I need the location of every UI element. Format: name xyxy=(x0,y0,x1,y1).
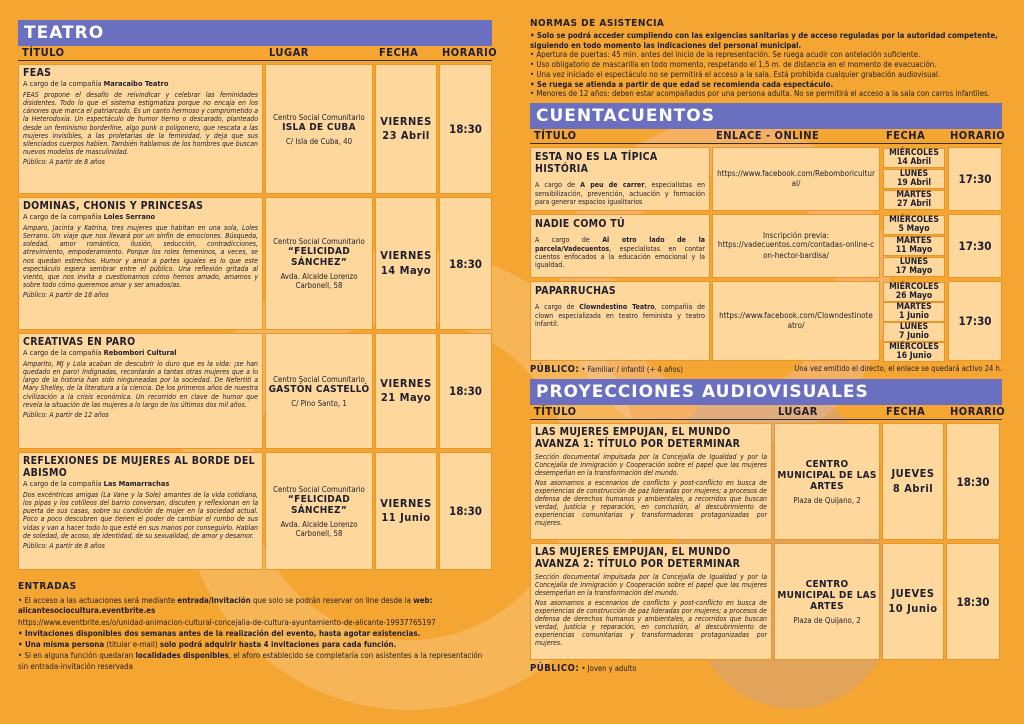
eventbrite-url[interactable]: https://www.eventbrite.es/o/unidad-animacion-cultural-concejalia-de-cultura-ayuntamiento-de-alicante-19937765197 xyxy=(18,617,436,627)
date-weekday: LUNES xyxy=(899,257,929,268)
public-info xyxy=(530,663,636,674)
horario-cell xyxy=(948,214,1002,278)
date-weekday: MIÉRCOLES xyxy=(889,215,939,226)
company-name: Rebombori Cultural xyxy=(103,348,177,357)
company-line xyxy=(19,479,262,488)
text: A cargo de xyxy=(535,303,580,312)
text-bold: localidades disponibles xyxy=(135,651,229,661)
show-title: REFLEXIONES DE MUJERES AL BORDE DEL ABISMO xyxy=(23,455,255,479)
date-box xyxy=(883,215,945,235)
fecha-cell xyxy=(375,452,437,570)
header-horario: HORARIO xyxy=(950,129,1006,143)
teatro-row xyxy=(18,452,492,570)
date-box xyxy=(883,302,945,322)
date-weekday: JUEVES xyxy=(891,467,935,481)
date-day: 11 Mayo xyxy=(895,245,933,256)
header-fecha: FECHA xyxy=(886,405,926,419)
date-box xyxy=(883,169,945,189)
date-weekday: MARTES xyxy=(896,190,932,201)
company-name: Las Mamarrachas xyxy=(103,479,170,488)
enlace-cell xyxy=(712,214,880,278)
story-time: 17:30 xyxy=(958,314,992,329)
date-weekday: VIERNES xyxy=(380,249,432,263)
cuentacuentos-header-row xyxy=(530,129,1006,144)
horario-cell xyxy=(439,452,492,570)
date-weekday: MARTES xyxy=(896,236,932,247)
header-titulo: TÍTULO xyxy=(534,129,577,143)
teatro-row xyxy=(18,64,492,194)
header-horario: HORARIO xyxy=(442,46,498,59)
date-day: 14 Abril xyxy=(896,157,932,168)
film-description-1: Sección documental impulsada por la Concejalía de Igualdad y por la Concejalía de Inmigración y Cooperación sobre el papel que las mujeres desempeñan en la transformación del mundo. xyxy=(535,453,767,478)
public-value: • Familiar / infantil (+ 4 años) xyxy=(581,365,683,375)
show-public: Público: A partir de 8 años xyxy=(23,541,105,550)
teatro-header-row xyxy=(18,46,498,61)
web-link[interactable]: web: alicantesociocultura.eventbrite.es xyxy=(18,596,433,616)
date-weekday: JUEVES xyxy=(891,587,935,601)
show-public: Público: A partir de 8 años xyxy=(23,158,105,167)
date-day: 5 Mayo xyxy=(898,224,930,235)
cuentacuentos-row xyxy=(530,214,1002,278)
online-link[interactable]: https://vadecuentos.com/contadas-online-con-hector-bardisa/ xyxy=(717,240,875,260)
date-box xyxy=(883,322,945,342)
show-description: Dos excéntricas amigas (La Vane y la Sole) amantes de la vida cotidiana, los pipas y los cotilleos del barrio conversan, discuten y reflexionan en la puerta de sus casas, sobre su condición de mujer en la sociedad actual. Poco a poco descubren que tienen el poder de cambiar el rumbo de sus vidas y van a hacer todo lo que esté en sus manos por conseguirlo. Hablan de soledad, de acoso, de identidad, de su sexualidad, de amor y desamor. xyxy=(23,491,258,540)
horario-cell xyxy=(948,281,1002,361)
date-day: 26 Mayo xyxy=(895,291,933,302)
story-title: PAPARRUCHAS xyxy=(535,285,617,298)
fecha-cell xyxy=(375,64,437,194)
venue-type: Centro Social Comunitario xyxy=(273,237,365,246)
venue-address: Plaza de Quijano, 2 xyxy=(793,495,861,505)
date-day: 10 Junio xyxy=(888,601,938,615)
header-titulo: TÍTULO xyxy=(22,46,65,59)
titulo-cell xyxy=(530,214,710,278)
header-titulo: TÍTULO xyxy=(534,405,577,419)
public-label: PÚBLICO: xyxy=(530,364,580,376)
company-line xyxy=(19,348,262,357)
date-box xyxy=(883,282,945,302)
horario-cell xyxy=(439,197,492,330)
cuentacuentos-public-line xyxy=(530,364,1002,375)
lugar-cell xyxy=(774,543,880,660)
lugar-cell xyxy=(265,333,373,449)
show-title: CREATIVAS EN PARO xyxy=(23,336,136,348)
venue-type: Centro Social Comunitario xyxy=(273,112,365,122)
titulo-cell xyxy=(530,281,710,361)
venue-address: Plaza de Quijano, 2 xyxy=(793,615,861,625)
story-description xyxy=(531,303,709,328)
titulo-cell xyxy=(18,452,263,570)
date-day: 27 Abril xyxy=(896,199,932,210)
date-box xyxy=(883,190,945,210)
public-info xyxy=(530,364,683,375)
show-time: 18:30 xyxy=(449,256,482,271)
company-prefix: A cargo de la compañía xyxy=(23,212,102,221)
horario-cell xyxy=(439,64,492,194)
online-link[interactable]: https://www.facebook.com/Rebomboricultural/ xyxy=(717,168,875,189)
fecha-cell xyxy=(882,543,944,660)
titulo-cell xyxy=(18,64,263,194)
proyecciones-section-title: PROYECCIONES AUDIOVISUALES xyxy=(530,379,1002,405)
online-link[interactable]: https://www.facebook.com/Clowndestinoteatro/ xyxy=(719,310,873,331)
date-weekday: MIÉRCOLES xyxy=(889,282,939,293)
proyecciones-header-row xyxy=(530,405,1006,420)
show-description: Amparito, MJ y Lola acaban de descubrir lo duro que es la vida: ¡se han quedado en paro! Indignadas, recordarán a tantas otras mujeres que a lo largo de la historia han sido ninguneadas por la sociedad. De Nefertiti a Mary Shelley, de la literatura a la ciencia. De los primeros años de nuestra civilización a la crisis económica. Un recorrido en clave de humor que revela la situación de las mujeres a lo largo de los últimos dos mil años. xyxy=(23,360,258,409)
text: (titular e-mail) xyxy=(104,640,160,650)
venue-type: Centro Social Comunitario xyxy=(273,484,365,494)
titulo-cell xyxy=(530,147,710,211)
company-prefix: A cargo de la compañía xyxy=(23,479,102,488)
link-note: Una vez emitido el directo, el enlace se quedará activo 24 h. xyxy=(794,364,1002,374)
normas-item: • Uso obligatorio de mascarilla en todo momento, respetando el 1,5 m. de distancia en el momento de evacuación. xyxy=(530,60,937,70)
header-enlace: ENLACE - ONLINE xyxy=(716,129,820,143)
show-title: DOMINAS, CHONIS Y PRINCESAS xyxy=(23,200,204,212)
show-description: FEAS propone el desafío de reivindicar y celebrar las feminidades disidentes. Todo lo que el sistema estigmatiza porque no encaja en los cánones que marca el patriarcado. Es un canto hermoso y comprometido a la Heterodoxia. Un espectáculo de humor tierno o descarado, planteado desde un feminismo borderline, algo punk o poligonero, que rescata a las mujeres invisibles, a las proletarias de la feminidad, y deja que sus silenciados cuerpos hablen. También hablamos de los hombres que buscan nuevos modelos de masculinidad. xyxy=(23,91,258,156)
date-day: 19 Abril xyxy=(896,178,932,189)
date-weekday: LUNES xyxy=(899,169,929,180)
film-time: 18:30 xyxy=(956,594,990,609)
venue-address: C/ Isla de Cuba, 40 xyxy=(285,136,353,146)
fecha-cell xyxy=(375,197,437,330)
date-weekday: VIERNES xyxy=(380,114,432,128)
entradas-line-3 xyxy=(18,640,492,650)
date-weekday: MARTES xyxy=(896,302,932,313)
venue-address: Avda. Alcalde Lorenzo Carbonell, 58 xyxy=(280,272,358,290)
story-description xyxy=(531,236,709,270)
lugar-cell xyxy=(265,64,373,194)
titulo-cell xyxy=(18,197,263,330)
film-description-2: Nos asomamos a escenarios de conflicto y post-conflicto en busca de experiencias de construcción de paz lideradas por mujeres; a procesos de defensa de derechos humanos y ambientales, a recorridos que buscan verdad, justicia y reparación, en conclusión, al descubrimiento de experiencias comunitarias y transformadoras protagonizadas por mujeres. xyxy=(535,598,767,648)
venue-name: “FELICIDAD SÁNCHEZ” xyxy=(287,246,351,268)
company-prefix: A cargo de la compañía xyxy=(23,348,102,357)
proyecciones-row xyxy=(530,423,1002,540)
story-title: ESTA NO ES LA TÍPICA HISTÓRIA xyxy=(535,151,658,176)
teatro-row xyxy=(18,197,492,330)
text: A cargo de xyxy=(535,181,581,190)
normas-section xyxy=(530,18,1002,99)
titulo-cell xyxy=(530,543,772,660)
story-time: 17:30 xyxy=(958,239,992,254)
text: , compañía de clown especializada en teatro feminista y teatro infantil. xyxy=(535,303,705,328)
public-value: • Joven y adulto xyxy=(581,664,637,674)
link-prefix: Inscripción previa: xyxy=(763,231,829,241)
lugar-cell xyxy=(774,423,880,540)
company-name: Loles Serrano xyxy=(103,212,156,221)
text: que solo se podrán reservar on line desde la xyxy=(250,596,414,605)
date-day: 14 Mayo xyxy=(380,263,432,277)
fecha-cell xyxy=(882,281,946,361)
normas-item: • Una vez iniciado el espectáculo no se permitirá el acceso a la sala. Está prohibida cualquier grabación audiovisual. xyxy=(530,69,941,79)
text: , el aforo establecido se completaría con asistentes a la representación sin entrada-invitación reservada xyxy=(18,651,483,671)
entradas-line-1 xyxy=(18,596,492,617)
text-bold: solo podrá adquirir hasta 4 invitaciones para cada función. xyxy=(159,640,397,650)
text: • El acceso a las actuaciones será mediante xyxy=(18,596,178,605)
film-time: 18:30 xyxy=(956,474,990,489)
horario-cell xyxy=(948,147,1002,211)
date-day: 23 Abril xyxy=(382,129,430,142)
company-name: Maracaibo Teatro xyxy=(103,79,169,88)
date-weekday: MIÉRCOLES xyxy=(889,148,939,159)
enlace-cell xyxy=(712,281,880,361)
date-day: 16 Junio xyxy=(896,351,932,362)
venue-address: Avda. Alcalde Lorenzo Carbonell, 58 xyxy=(280,519,358,538)
company-name: Al otro lado de la parcela/Vadecuentos xyxy=(535,236,705,253)
cuentacuentos-section-title: CUENTACUENTOS xyxy=(530,103,1002,129)
header-fecha: FECHA xyxy=(379,46,419,59)
date-box xyxy=(883,236,945,256)
show-public: Público: A partir de 12 años xyxy=(23,410,109,419)
date-weekday: LUNES xyxy=(899,322,929,333)
normas-title: NORMAS DE ASISTENCIA xyxy=(530,18,665,29)
cuentacuentos-row xyxy=(530,147,1002,211)
date-weekday: MIÉRCOLES xyxy=(889,342,939,353)
titulo-cell xyxy=(18,333,263,449)
show-time: 18:30 xyxy=(449,122,482,136)
horario-cell xyxy=(439,333,492,449)
company-name: Clowndestino Teatro xyxy=(579,303,655,312)
date-weekday: VIERNES xyxy=(380,496,432,510)
story-time: 17:30 xyxy=(958,172,992,187)
horario-cell xyxy=(946,543,1000,660)
teatro-row xyxy=(18,333,492,449)
text-bold: entrada/invitación xyxy=(177,596,251,605)
header-lugar: LUGAR xyxy=(778,405,818,419)
cuentacuentos-row xyxy=(530,281,1002,361)
date-day: 1 Junio xyxy=(899,311,929,322)
venue-name: CENTRO MUNICIPAL DE LAS ARTES xyxy=(777,458,877,492)
normas-item: • Menores de 12 años: deben estar acompañados por una persona adulta. No se permitirá el acceso a la sala con carros infantiles. xyxy=(530,89,990,99)
fecha-cell xyxy=(375,333,437,449)
show-public: Público: A partir de 18 años xyxy=(23,291,109,300)
public-label: PÚBLICO: xyxy=(530,663,580,675)
proyecciones-public-line xyxy=(530,663,1002,674)
entradas-section xyxy=(18,580,492,672)
entradas-line-4 xyxy=(18,651,492,672)
entradas-title: ENTRADAS xyxy=(18,581,77,592)
fecha-cell xyxy=(882,147,946,211)
story-title: NADIE COMO TÚ xyxy=(535,218,626,231)
show-time: 18:30 xyxy=(449,504,482,518)
show-description: Amparo, Jacinta y Katrina, tres mujeres que habitan en una sola, Loles Serrano. Un viaje que nos llevará por un sinfín de emociones. Búsqueda, soledad, amor romántico, ilusión, seducción, contradicciones, atrevimiento, empoderamiento. Porque los roles femeninos, a veces, se nos quedan estrechos. Humor y amor a partes iguales es lo que este espectáculo espera sembrar entre el público. Una reflexión gritada al viento, que nos invita a cuestionarnos cómo hemos amado, amamos y sobre todo cómo queremos amar y ser amados/as. xyxy=(23,224,258,289)
normas-item: • Se ruega se atienda a partir de que edad se recomienda cada espectáculo. xyxy=(530,79,834,89)
date-day: 21 Mayo xyxy=(380,391,432,404)
venue-name: “FELICIDAD SÁNCHEZ” xyxy=(287,493,351,516)
fecha-cell xyxy=(882,423,944,540)
fecha-cell xyxy=(882,214,946,278)
lugar-cell xyxy=(265,452,373,570)
company-line xyxy=(19,79,262,88)
story-description xyxy=(531,181,709,206)
show-time: 18:30 xyxy=(449,384,482,398)
text: A cargo de xyxy=(535,236,603,245)
header-horario: HORARIO xyxy=(950,405,1006,419)
venue-name: CENTRO MUNICIPAL DE LAS ARTES xyxy=(777,578,877,612)
normas-item: • Solo se podrá acceder cumpliendo con las exigencias sanitarias y de acceso reguladas por la autoridad competente, siguiendo en todo momento las indicaciones del personal municipal. xyxy=(530,31,998,50)
venue-address: C/ Pino Santo, 1 xyxy=(291,398,347,408)
film-description-2: Nos asomamos a escenarios de conflicto y post-conflicto en busca de experiencias de construcción de paz lideradas por mujeres; a procesos de defensa de derechos humanos y ambientales, a recorridos que buscan verdad, justicia y reparación, en conclusión, al descubrimiento de experiencias comunitarias y transformadoras protagonizadas por mujeres. xyxy=(535,478,767,528)
horario-cell xyxy=(946,423,1000,540)
left-column xyxy=(18,20,498,673)
normas-item: • Apertura de puertas: 45 min. antes del inicio de la representación. Se ruega acudir con antelación suficiente. xyxy=(530,50,921,60)
date-day: 17 Mayo xyxy=(895,266,933,277)
company-line xyxy=(19,212,262,221)
right-column xyxy=(530,18,1006,675)
date-day: 8 Abril xyxy=(892,481,934,495)
show-title: FEAS xyxy=(23,67,52,79)
date-weekday: VIERNES xyxy=(380,376,432,390)
date-box xyxy=(883,148,945,168)
date-day: 7 Junio xyxy=(899,331,929,342)
film-title: LAS MUJERES EMPUJAN, EL MUNDO AVANZA 1: TÍTULO POR DETERMINAR xyxy=(535,426,741,451)
teatro-section-title: TEATRO xyxy=(18,20,492,46)
header-fecha: FECHA xyxy=(886,129,926,143)
enlace-cell xyxy=(712,147,880,211)
venue-name: GASTÓN CASTELLÓ xyxy=(268,383,370,395)
date-day: 11 Junio xyxy=(381,511,431,524)
proyecciones-row xyxy=(530,543,1002,660)
company-prefix: A cargo de la compañía xyxy=(23,79,102,88)
date-box xyxy=(883,257,945,277)
date-box xyxy=(883,342,945,362)
entradas-line-2: • Invitaciones disponibles dos semanas antes de la realización del evento, hasta agotar existencias. xyxy=(18,628,421,638)
text-bold: • Una misma persona xyxy=(18,640,105,650)
text: , especialistas en sensibilización, prevención, actuación y formación para generar espacios igualitarios xyxy=(535,181,705,206)
titulo-cell xyxy=(530,423,772,540)
text: , especialistas en contar cuentos enfocados a la educación emocional y la igualdad. xyxy=(535,244,705,270)
header-lugar: LUGAR xyxy=(269,46,309,59)
lugar-cell xyxy=(265,197,373,330)
venue-name: ISLA DE CUBA xyxy=(282,121,356,133)
film-description-1: Sección documental impulsada por la Concejalía de Igualdad y por la Concejalía de Inmigración y Cooperación sobre el papel que las mujeres desempeñan en la transformación del mundo. xyxy=(535,573,767,598)
film-title: LAS MUJERES EMPUJAN, EL MUNDO AVANZA 2: TÍTULO POR DETERMINAR xyxy=(535,546,741,571)
venue-type: Centro Social Comunitario xyxy=(273,374,365,384)
company-name: A peu de carrer xyxy=(580,181,645,190)
text: • Si en alguna función quedaran xyxy=(18,651,136,661)
